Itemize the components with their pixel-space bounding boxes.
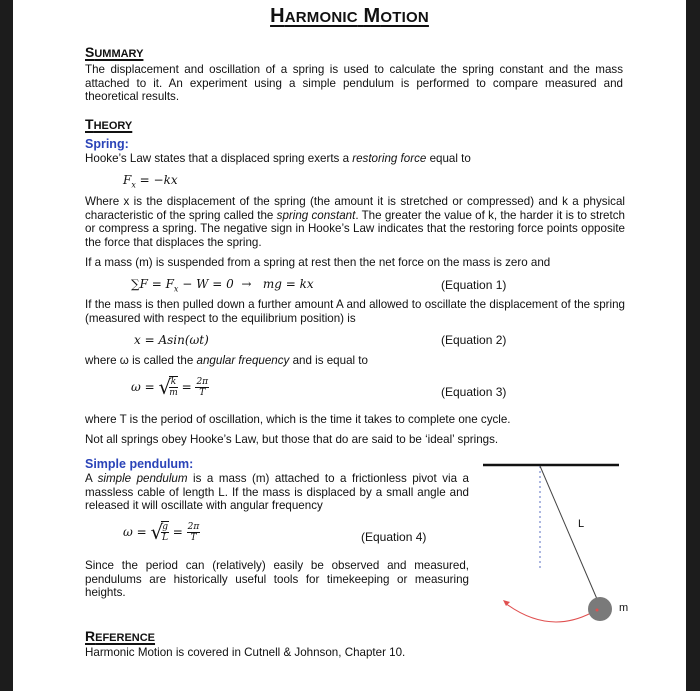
- summary-heading: SUMMARY: [85, 44, 144, 60]
- equation-1: $\sum F = F_x - W = 0$ → mg = kx: [131, 277, 314, 294]
- equation-4: ω = √ $\frac{g}{L}$ = $\frac{2\pi}{T}$: [123, 520, 200, 544]
- spring-paragraph-1: Where x is the displacement of the spring (the amount it is stretched or compressed) and k a physical characteristic of the spring called the spring constant. The greater the value of k, the harder it is to stretch or compress a spring. The negative sign in Hooke’s Law indicates that the restoring force points opposite the force that displaces the spring.: [85, 195, 625, 249]
- length-label: L: [578, 518, 585, 530]
- pendulum-figure-icon: [483, 455, 633, 635]
- pendulum-diagram: [483, 455, 633, 635]
- equation-3-label: (Equation 3): [441, 385, 507, 399]
- spring-paragraph-3: If the mass is then pulled down a further amount A and allowed to oscillate the displacement of the spring (measured with respect to the equilibrium position) is: [85, 298, 625, 325]
- spring-subheading: Spring:: [85, 137, 129, 151]
- spring-paragraph-5: where T is the period of oscillation, which is the time it takes to complete one cycle.: [85, 413, 511, 426]
- theory-heading: THEORY: [85, 116, 133, 132]
- page-title: HARMONIC MOTION: [270, 5, 429, 27]
- hooke-equation: $F_x = -kx$: [123, 173, 178, 190]
- pendulum-subheading: Simple pendulum:: [85, 457, 194, 471]
- reference-text: Harmonic Motion is covered in Cutnell & Johnson, Chapter 10.: [85, 646, 406, 659]
- spring-paragraph-4: where ω is called the angular frequency and is equal to: [85, 354, 368, 367]
- mass-label: m: [619, 602, 629, 614]
- hooke-intro: Hooke’s Law states that a displaced spring exerts a restoring force equal to: [85, 152, 471, 165]
- equation-4-label: (Equation 4): [361, 530, 427, 544]
- spring-paragraph-2: If a mass (m) is suspended from a spring at rest then the net force on the mass is zero and: [85, 256, 551, 269]
- pendulum-paragraph-2: Since the period can (relatively) easily be observed and measured, pendulums are historically useful tools for timekeeping or measuring heights.: [85, 559, 469, 600]
- summary-text: The displacement and oscillation of a spring is used to calculate the spring constant and the mass attached to it. An experiment using a simple pendulum is performed to compare measured and theoretical results.: [85, 63, 623, 104]
- document-page: [13, 0, 686, 691]
- equation-2: x = Asin(ωt): [134, 333, 209, 347]
- reference-heading: REFERENCE: [85, 628, 156, 644]
- equation-3: ω = √ $\frac{k}{m}$ = $\frac{2\pi}{T}$: [131, 375, 209, 399]
- spring-paragraph-6: Not all springs obey Hooke’s Law, but those that do are said to be ‘ideal’ springs.: [85, 433, 499, 446]
- pendulum-paragraph-1: A simple pendulum is a mass (m) attached to a frictionless pivot via a massless cable of length L. If the mass is displaced by a small angle and released it will oscillate with angular frequency: [85, 472, 469, 513]
- equation-2-label: (Equation 2): [441, 333, 507, 347]
- equation-1-label: (Equation 1): [441, 278, 507, 292]
